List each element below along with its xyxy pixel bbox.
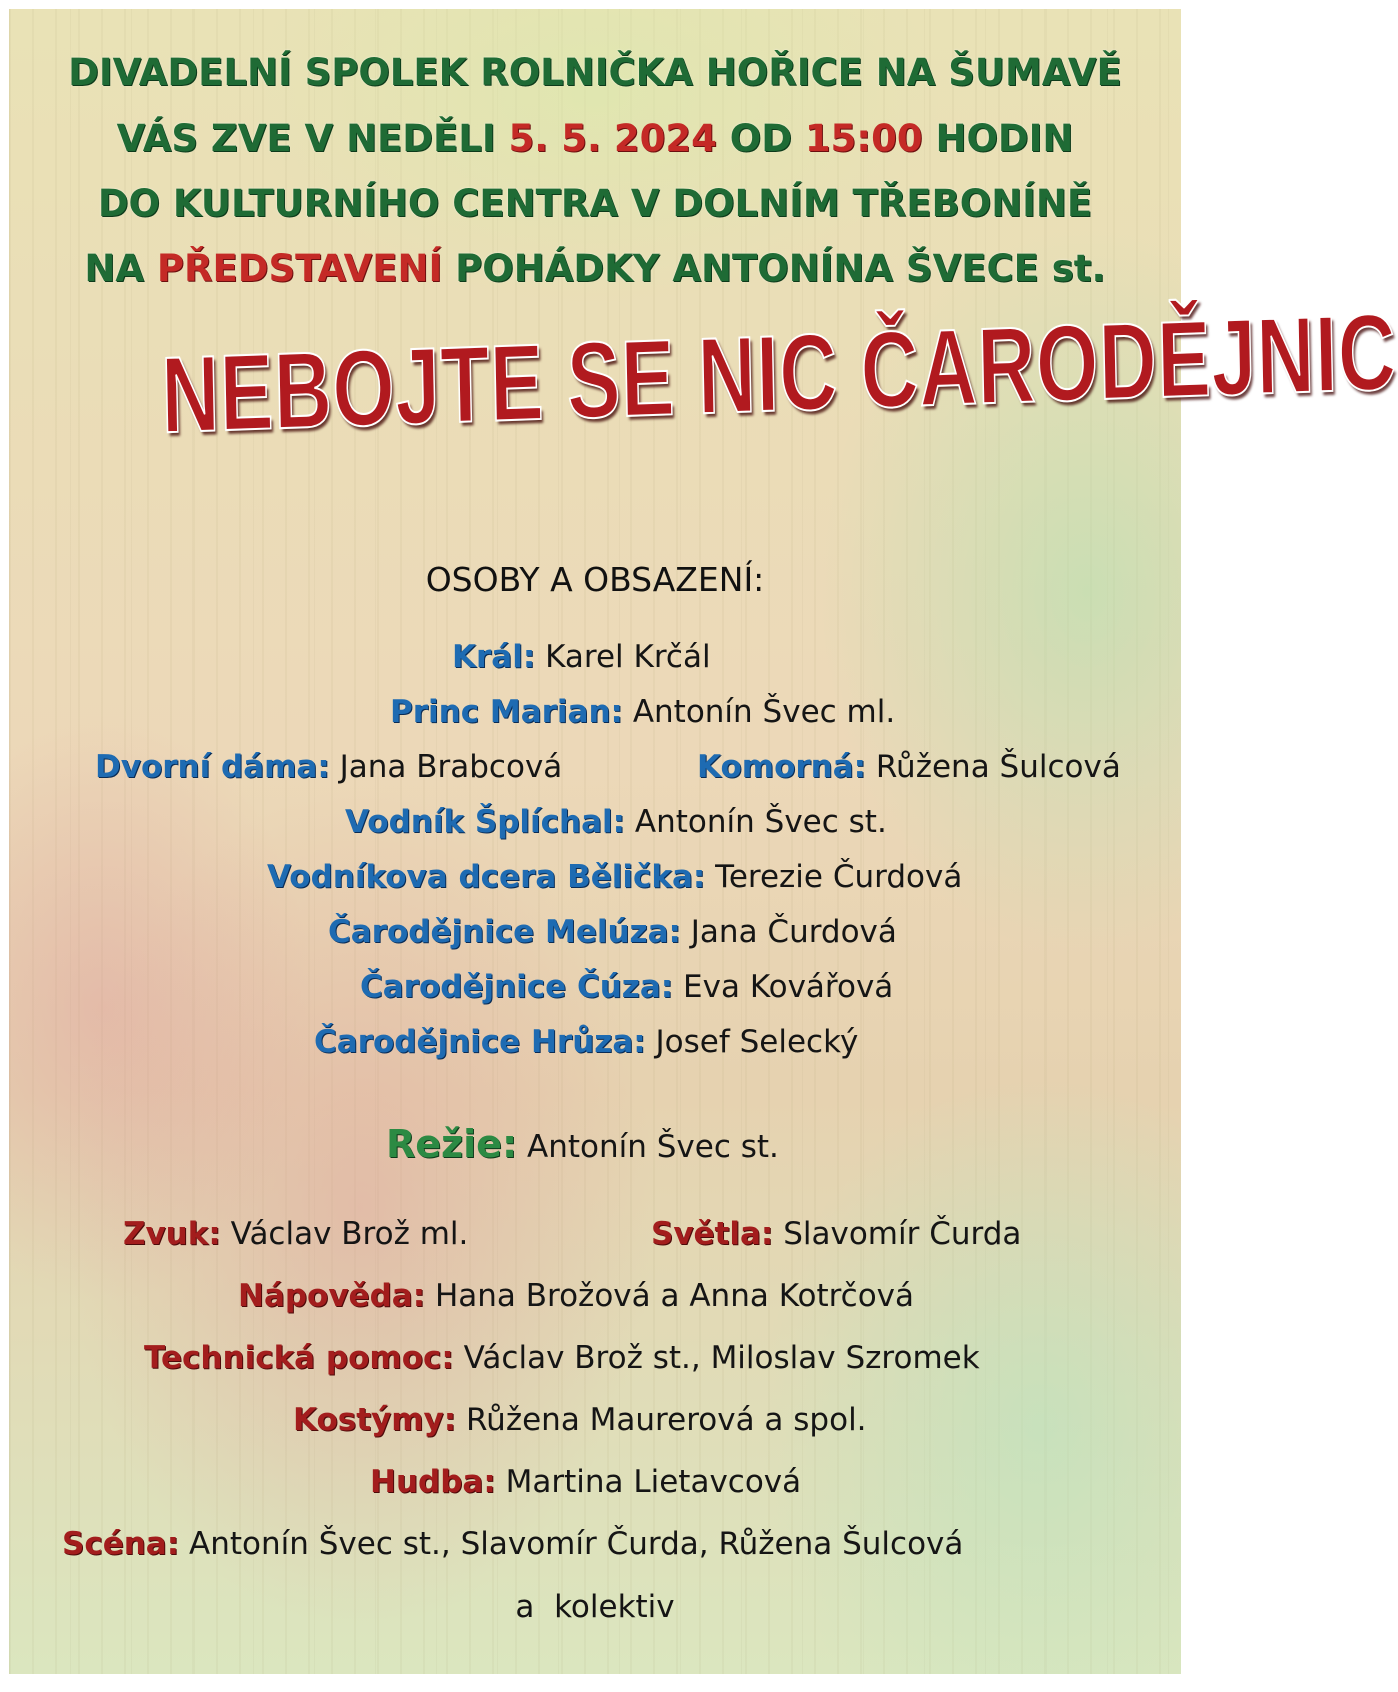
invite-text: VÁS ZVE V NEDĚLI [116,117,509,160]
crew-row-scene [62,1526,963,1562]
crew-role-label: Zvuk: [123,1216,221,1252]
show-pre-text: NA [84,247,157,290]
show-highlight: PŘEDSTAVENÍ [156,247,443,290]
role-label: Princ Marian: [390,694,623,730]
crew-row-sound [123,1216,468,1252]
crew-role-label: Světla: [651,1216,774,1252]
actor-name: Eva Kovářová [683,969,894,1005]
actor-name: Jana Čurdová [690,914,897,950]
cast-row-witch-cuza [360,969,893,1005]
role-label: Komorná: [697,749,867,785]
role-label: Čarodějnice Hrůza: [314,1024,646,1060]
crew-row-technical [144,1340,980,1376]
company-text: DIVADELNÍ SPOLEK ROLNIČKA HOŘICE NA ŠUMAVĚ [68,51,1122,94]
director-name: Antonín Švec st. [527,1129,779,1165]
crew-name: Martina Lietavcová [505,1464,802,1500]
event-time: 15:00 [804,117,923,160]
role-label: Dvorní dáma: [95,749,330,785]
actor-name: Josef Selecký [655,1024,859,1060]
crew-name: Václav Brož ml. [230,1216,469,1252]
crew-last-line: a kolektiv [515,1589,675,1625]
actor-name: Růžena Šulcová [875,749,1121,785]
poster-title: NEBOJTE SE NIC ČARODĚJNIC [160,290,1398,456]
event-date: 5. 5. 2024 [508,117,717,160]
role-label: Čarodějnice Melúza: [328,914,681,950]
direction-row [386,1122,779,1166]
cast-row-prince [390,694,895,730]
actor-name: Antonín Švec st. [634,804,887,840]
actor-name: Karel Krčál [545,639,711,675]
crew-row-lights [651,1216,1021,1252]
role-label: Vodníkova dcera Bělička: [267,859,706,895]
role-label: Král: [452,639,536,675]
header-line-company [9,51,1181,94]
show-post-text: POHÁDKY ANTONÍNA ŠVECE st. [442,247,1106,290]
crew-name: Antonín Švec st., Slavomír Čurda, Růžena Šulcová [188,1526,964,1562]
venue-text: DO KULTURNÍHO CENTRA V DOLNÍM TŘEBONÍNĚ [97,182,1093,225]
crew-name: Slavomír Čurda [783,1216,1022,1252]
crew-row-prompter [238,1278,914,1314]
header-line-venue [9,182,1181,225]
cast-row-witch-hruza [314,1024,858,1060]
crew-role-label: Hudba: [370,1464,496,1500]
cast-row-waterman-daughter [267,859,962,895]
crew-role-label: Scéna: [62,1526,180,1562]
role-label: Vodník Šplíchal: [345,804,626,840]
crew-row-music [370,1464,801,1500]
crew-name: Václav Brož st., Miloslav Szromek [463,1340,980,1376]
cast-row-waterman [345,804,887,840]
header-line-date [9,117,1181,160]
crew-row-costumes [293,1402,867,1438]
crew-role-label: Kostýmy: [293,1402,457,1438]
header-line-show [9,247,1181,290]
cast-heading: OSOBY A OBSAZENÍ: [425,560,765,599]
crew-name: Hana Brožová a Anna Kotrčová [434,1278,915,1314]
cast-row-court-lady [95,749,562,785]
actor-name: Antonín Švec ml. [632,694,896,730]
actor-name: Terezie Čurdová [715,859,963,895]
cast-row-king [452,639,711,675]
role-label: Čarodějnice Čúza: [360,969,674,1005]
crew-role-label: Technická pomoc: [144,1340,454,1376]
hours-text: HODIN [922,117,1074,160]
crew-role-label: Nápověda: [238,1278,426,1314]
poster [9,9,1398,1674]
direction-label: Režie: [386,1122,518,1166]
from-text: OD [716,117,805,160]
cast-row-chambermaid [697,749,1121,785]
crew-name: Růžena Maurerová a spol. [466,1402,867,1438]
cast-row-witch-meluza [328,914,897,950]
actor-name: Jana Brabcová [339,749,563,785]
